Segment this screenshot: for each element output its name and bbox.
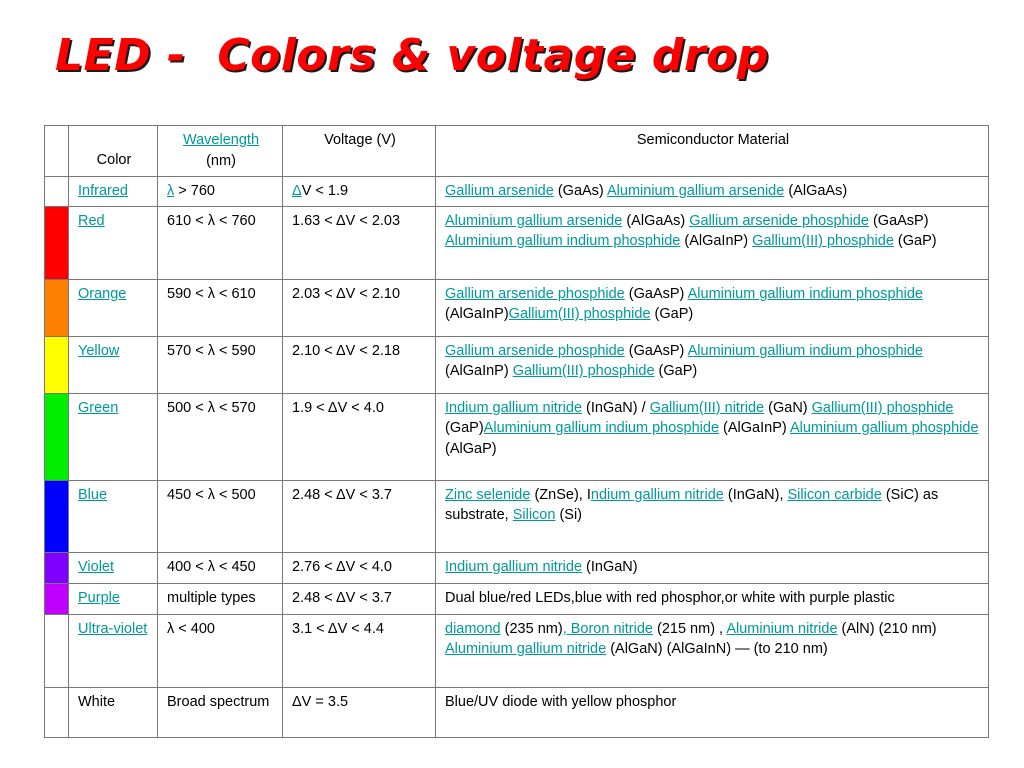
voltage-cell — [283, 614, 436, 687]
material-cell — [436, 480, 989, 552]
material-text: (GaAs) — [553, 183, 607, 199]
wavelength-text: 450 < λ < 500 — [167, 486, 256, 503]
color-cell — [69, 206, 158, 279]
table-row — [45, 552, 989, 583]
color-swatch — [45, 583, 69, 614]
color-swatch — [45, 177, 69, 207]
table-row — [45, 614, 989, 687]
material-text: (GaAsP) — [624, 342, 688, 359]
wavelength-text: 610 < λ < 760 — [167, 212, 256, 229]
header-voltage: Voltage (V) — [283, 126, 436, 177]
material-text: (AlGaAs) — [784, 183, 848, 199]
material-link[interactable]: Silicon carbide — [787, 486, 882, 503]
voltage-text: 3.1 < ΔV < 4.4 — [292, 620, 384, 637]
color-link[interactable]: Ultra-violet — [78, 620, 148, 637]
header-swatch-cell — [45, 126, 69, 177]
header-material: Semiconductor Material — [436, 126, 989, 177]
voltage-cell — [283, 393, 436, 480]
voltage-text: 2.76 < ΔV < 4.0 — [292, 558, 392, 575]
voltage-text: 1.9 < ΔV < 4.0 — [292, 399, 384, 416]
header-color: Color — [69, 126, 158, 177]
material-link[interactable]: Gallium(III) phosphide — [752, 233, 894, 249]
wavelength-text: multiple types — [167, 589, 256, 606]
table-row — [45, 336, 989, 393]
material-link[interactable]: Gallium(III) phosphide — [508, 306, 651, 322]
material-link[interactable]: ndium gallium nitride — [590, 486, 724, 503]
color-link[interactable]: Yellow — [78, 342, 120, 359]
wavelength-cell — [158, 480, 283, 552]
material-cell — [436, 393, 989, 480]
material-cell — [436, 336, 989, 393]
material-text: (215 nm) , — [652, 620, 727, 637]
wavelength-text: 500 < λ < 570 — [167, 399, 256, 416]
wavelength-text: 570 < λ < 590 — [167, 342, 256, 359]
wavelength-text: 590 < λ < 610 — [167, 285, 256, 302]
color-swatch — [45, 206, 69, 279]
material-text: Blue/UV diode with yellow phosphor — [445, 693, 677, 710]
color-cell — [69, 336, 158, 393]
color-cell — [69, 687, 158, 737]
wavelength-cell — [158, 583, 283, 614]
wavelength-text: λ < 400 — [167, 620, 215, 637]
material-link[interactable]: Aluminium nitride — [726, 620, 838, 637]
page-title: LED - Colors & voltage drop — [55, 30, 769, 81]
material-cell — [436, 614, 989, 687]
color-link[interactable]: Orange — [78, 285, 127, 302]
wavelength-text: Broad spectrum — [167, 693, 270, 710]
color-swatch — [45, 336, 69, 393]
voltage-cell — [283, 206, 436, 279]
table-row — [45, 583, 989, 614]
voltage-text: 1.63 < ΔV < 2.03 — [292, 212, 401, 229]
color-swatch — [45, 614, 69, 687]
material-text: (Si) — [555, 507, 583, 523]
wavelength-cell — [158, 687, 283, 737]
material-link[interactable]: Aluminium gallium indium phosphide — [687, 285, 923, 302]
material-cell — [436, 177, 989, 207]
material-link[interactable]: Gallium arsenide — [445, 183, 554, 199]
material-cell — [436, 583, 989, 614]
material-text: (InGaN), — [723, 486, 788, 503]
color-cell — [69, 393, 158, 480]
wavelength-cell — [158, 336, 283, 393]
wavelength-cell — [158, 614, 283, 687]
table-row — [45, 206, 989, 279]
material-link[interactable]: diamond — [445, 620, 501, 637]
voltage-cell — [283, 480, 436, 552]
material-text: (AlGaN) (AlGaInN) — (to 210 nm) — [606, 641, 828, 657]
wavelength-cell — [158, 393, 283, 480]
material-text: (GaP) — [654, 363, 698, 379]
voltage-cell — [283, 336, 436, 393]
wavelength-text: 400 < λ < 450 — [167, 558, 256, 575]
material-text: (InGaN) / — [582, 399, 650, 416]
material-text: (ZnSe), I — [530, 486, 591, 503]
material-link[interactable]: Gallium arsenide phosphide — [445, 285, 625, 302]
material-text: (AlGaInP) — [445, 363, 513, 379]
material-link[interactable]: Gallium(III) nitride — [649, 399, 765, 416]
material-text: (AlGaInP) — [680, 233, 753, 249]
color-link[interactable]: Infrared — [78, 183, 128, 199]
wavelength-cell — [158, 206, 283, 279]
material-link[interactable]: Gallium(III) phosphide — [512, 363, 655, 379]
header-wavelength — [158, 126, 283, 177]
material-link[interactable]: Indium gallium nitride — [445, 399, 583, 416]
wavelength-cell — [158, 552, 283, 583]
color-cell — [69, 279, 158, 336]
voltage-cell — [283, 583, 436, 614]
table-row — [45, 279, 989, 336]
color-cell — [69, 614, 158, 687]
material-link[interactable]: Aluminium gallium arsenide — [445, 212, 623, 229]
material-text: (GaP) — [893, 233, 937, 249]
color-swatch — [45, 480, 69, 552]
color-link[interactable]: Blue — [78, 486, 108, 503]
color-swatch — [45, 552, 69, 583]
voltage-text: ΔV = 3.5 — [292, 693, 349, 710]
material-text: (AlGaAs) — [622, 212, 690, 229]
wavelength-cell — [158, 279, 283, 336]
wavelength-cell — [158, 177, 283, 207]
material-cell — [436, 279, 989, 336]
wavelength-unit: (nm) — [206, 152, 236, 169]
material-text: (InGaN) — [582, 558, 638, 575]
lambda-link[interactable]: λ — [167, 183, 175, 199]
voltage-text: 2.10 < ΔV < 2.18 — [292, 342, 401, 359]
material-text: (GaP) — [650, 306, 694, 322]
color-cell — [69, 583, 158, 614]
wavelength-link[interactable]: Wavelength — [182, 132, 260, 148]
material-link[interactable]: Aluminium gallium indium phosphide — [483, 420, 720, 436]
voltage-cell — [283, 687, 436, 737]
material-link[interactable]: Gallium arsenide phosphide — [689, 212, 869, 229]
material-link[interactable]: Gallium arsenide phosphide — [445, 342, 625, 359]
table-row — [45, 177, 989, 207]
material-text: (235 nm) — [500, 620, 563, 637]
material-link[interactable]: Aluminium gallium phosphide — [789, 420, 979, 436]
voltage-text: 2.48 < ΔV < 3.7 — [292, 486, 392, 503]
color-name: White — [78, 693, 116, 710]
delta-link[interactable]: Δ — [292, 183, 302, 199]
voltage-cell — [283, 552, 436, 583]
color-link[interactable]: Red — [78, 212, 105, 229]
material-text: (AlN) (210 nm) — [837, 620, 937, 637]
table-row — [45, 687, 989, 737]
material-text: (GaAsP) — [624, 285, 688, 302]
color-cell — [69, 552, 158, 583]
material-text: (AlGaInP) — [719, 420, 790, 436]
led-table — [44, 125, 989, 738]
material-link[interactable]: Gallium(III) phosphide — [811, 399, 954, 416]
voltage-text: 2.03 < ΔV < 2.10 — [292, 285, 401, 302]
color-cell — [69, 480, 158, 552]
material-cell — [436, 552, 989, 583]
material-link[interactable]: Aluminium gallium nitride — [445, 641, 607, 657]
voltage-text: V < 1.9 — [301, 183, 349, 199]
material-link[interactable]: Aluminium gallium indium phosphide — [445, 233, 681, 249]
wavelength-text: > 760 — [174, 183, 215, 199]
material-text: (GaP) — [445, 420, 484, 436]
color-link[interactable]: Green — [78, 399, 119, 416]
material-link[interactable]: Aluminium gallium arsenide — [607, 183, 785, 199]
material-text: (GaAsP) — [868, 212, 929, 229]
color-cell — [69, 177, 158, 207]
color-swatch — [45, 279, 69, 336]
material-text: Dual blue/red LEDs,blue with red phosphor,or white with purple plastic — [445, 589, 895, 606]
table-row — [45, 480, 989, 552]
table-row — [45, 393, 989, 480]
color-swatch — [45, 393, 69, 480]
material-link[interactable]: Aluminium gallium indium phosphide — [687, 342, 923, 359]
voltage-cell — [283, 177, 436, 207]
voltage-cell — [283, 279, 436, 336]
material-cell — [436, 687, 989, 737]
material-text: (GaN) — [764, 399, 812, 416]
material-text: (AlGaInP) — [445, 306, 509, 322]
material-link[interactable]: Zinc selenide — [445, 486, 531, 503]
voltage-text: 2.48 < ΔV < 3.7 — [292, 589, 392, 606]
color-link[interactable]: Purple — [78, 589, 120, 606]
color-link[interactable]: Violet — [78, 558, 115, 575]
material-link[interactable]: , Boron nitride — [562, 620, 653, 637]
header-row — [45, 126, 989, 177]
color-swatch — [45, 687, 69, 737]
material-text: (SiC) as substrate, — [445, 486, 939, 523]
material-link[interactable]: Indium gallium nitride — [445, 558, 583, 575]
material-cell — [436, 206, 989, 279]
material-link[interactable]: Silicon — [512, 507, 556, 523]
material-text: (AlGaP) — [445, 440, 497, 457]
